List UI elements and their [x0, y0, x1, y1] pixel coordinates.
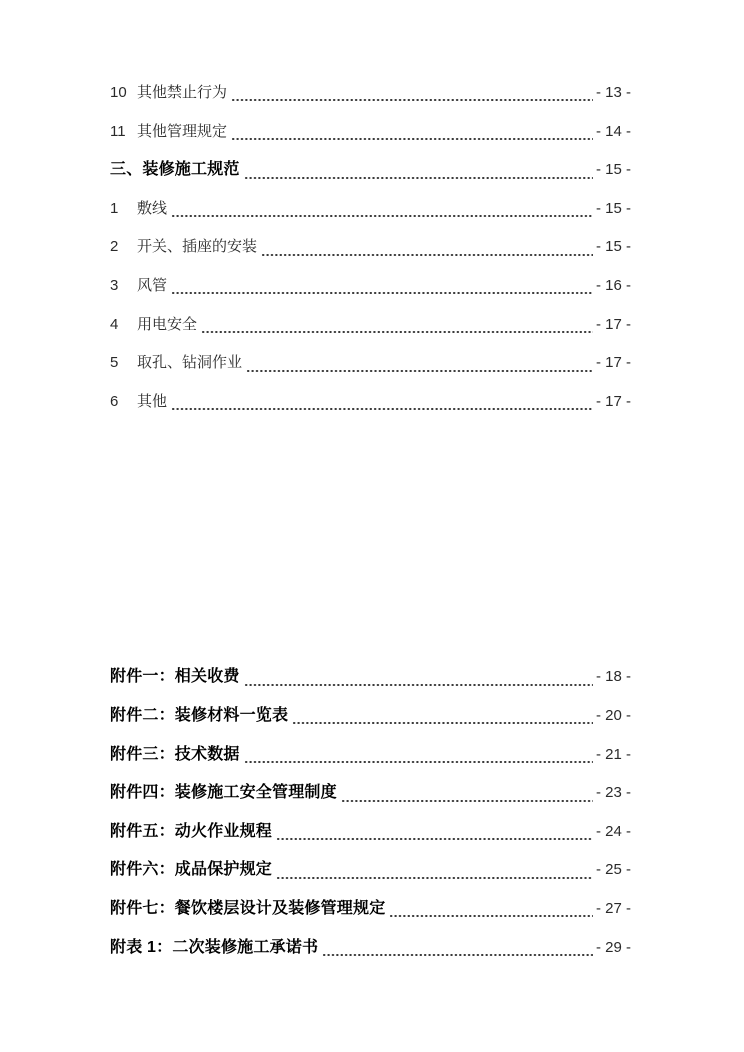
toc-entry-title: 附件三：技术数据 [110, 745, 240, 763]
toc-entry[interactable] [110, 113, 631, 152]
toc-entry-page-number: - 20 - [595, 706, 631, 724]
toc-entry-number: 4 [110, 315, 119, 333]
toc-entry-title: 附件四：装修施工安全管理制度 [110, 784, 337, 802]
toc-entry-title: 开关、插座的安装 [137, 238, 258, 256]
toc-section-heading[interactable] [110, 151, 631, 190]
toc-entry[interactable] [110, 267, 631, 306]
toc-entry-number: 5 [110, 354, 119, 372]
toc-entry-number: 1 [110, 199, 119, 217]
dot-leader [171, 383, 593, 422]
dot-leader [244, 658, 593, 697]
toc-entry-page-number: - 24 - [595, 822, 631, 840]
toc-entry-number: 3 [110, 276, 119, 294]
toc-entry-page-number: - 23 - [595, 784, 631, 802]
toc-entry-title: 三、装修施工规范 [110, 161, 240, 179]
toc-entry[interactable] [110, 383, 631, 422]
toc-entry-title: 附件七：餐饮楼层设计及装修管理规定 [110, 899, 386, 917]
toc-entry-number: 2 [110, 238, 119, 256]
dot-leader [244, 151, 593, 190]
toc-entry-title: 附件一：相关收费 [110, 668, 240, 686]
toc-entry-title: 其他 [137, 392, 168, 410]
toc-entry[interactable] [110, 228, 631, 267]
toc-entry-page-number: - 15 - [595, 161, 631, 179]
toc-entry-page-number: - 27 - [595, 899, 631, 917]
dot-leader [389, 890, 593, 929]
toc-entry-title: 敷线 [137, 199, 168, 217]
toc-entry-page-number: - 15 - [595, 199, 631, 217]
toc-attachment-entry[interactable] [110, 929, 631, 968]
toc-entry-title: 附件二：装修材料一览表 [110, 706, 289, 724]
toc-section-gap [110, 421, 631, 658]
toc-entry-page-number: - 17 - [595, 354, 631, 372]
dot-leader [171, 190, 593, 229]
toc-entry-title: 附件五：动火作业规程 [110, 822, 273, 840]
dot-leader [231, 74, 593, 113]
toc-attachment-entry[interactable] [110, 774, 631, 813]
dot-leader [244, 736, 593, 775]
toc-entry[interactable] [110, 344, 631, 383]
dot-leader [261, 228, 593, 267]
toc-entry-number: 11 [110, 122, 126, 140]
toc-entry-title: 用电安全 [137, 315, 198, 333]
toc-attachment-entry[interactable] [110, 890, 631, 929]
toc-attachment-entry[interactable] [110, 658, 631, 697]
toc-entry-page-number: - 17 - [595, 392, 631, 410]
toc-entry-number: 6 [110, 392, 119, 410]
toc-entry-page-number: - 15 - [595, 238, 631, 256]
toc-entry[interactable] [110, 306, 631, 345]
dot-leader [231, 113, 593, 152]
toc-attachment-entry[interactable] [110, 851, 631, 890]
toc-entry-number: 10 [110, 84, 127, 101]
toc-attachment-entry[interactable] [110, 813, 631, 852]
dot-leader [322, 929, 593, 968]
toc-entry-title: 附件六：成品保护规定 [110, 861, 273, 879]
dot-leader [292, 697, 593, 736]
dot-leader [341, 774, 593, 813]
toc-entry-page-number: - 21 - [595, 745, 631, 763]
toc-attachment-entry[interactable] [110, 736, 631, 775]
toc-entry[interactable] [110, 190, 631, 229]
toc-entry-page-number: - 17 - [595, 315, 631, 333]
toc-entry-title: 其他禁止行为 [137, 84, 228, 101]
toc-entry-page-number: - 18 - [595, 668, 631, 686]
toc-entry-page-number: - 13 - [595, 84, 631, 101]
dot-leader [276, 851, 593, 890]
dot-leader [171, 267, 593, 306]
dot-leader [276, 813, 593, 852]
toc-entry-title: 附表 1：二次装修施工承诺书 [110, 938, 319, 956]
toc-entry-page-number: - 16 - [595, 276, 631, 294]
toc-entry-title: 风管 [137, 276, 168, 294]
toc-entry-page-number: - 14 - [595, 122, 631, 140]
dot-leader [246, 344, 593, 383]
toc-entry-page-number: - 29 - [595, 938, 631, 956]
toc-entry-title: 其他管理规定 [137, 122, 228, 140]
toc-entry-page-number: - 25 - [595, 861, 631, 879]
dot-leader [201, 306, 593, 345]
toc-entry[interactable] [110, 74, 631, 113]
toc-attachment-entry[interactable] [110, 697, 631, 736]
toc-entry-title: 取孔、钻洞作业 [137, 354, 243, 372]
